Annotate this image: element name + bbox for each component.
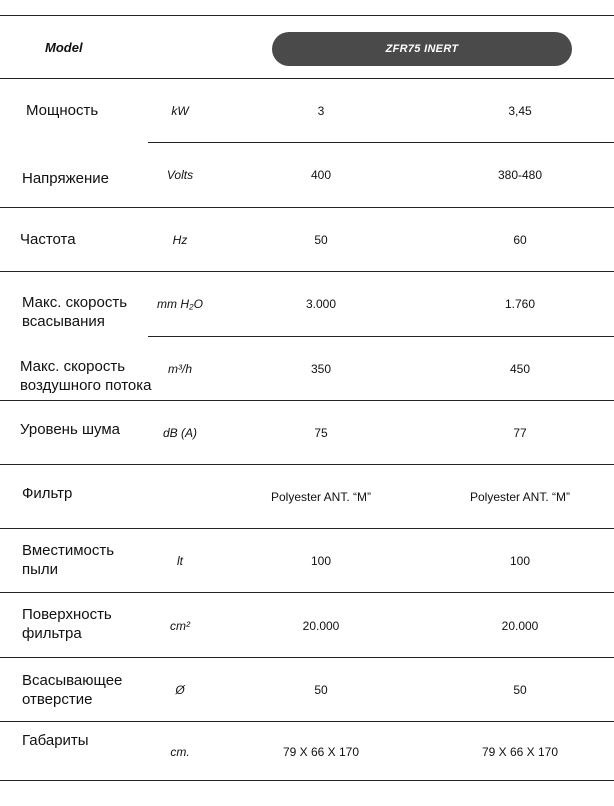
rule: [0, 528, 614, 529]
row-value-1-frequency: 50: [314, 233, 328, 247]
row-label-filter: Фильтр: [22, 485, 73, 502]
row-label-noise: Уровень шума: [20, 421, 120, 438]
rule: [148, 336, 614, 337]
rule: [0, 271, 614, 272]
row-label-dimensions: Габариты: [22, 732, 89, 749]
row-unit-voltage: Volts: [166, 168, 194, 182]
row-value-2-dimensions: 79 X 66 X 170: [481, 745, 559, 759]
row-value-2-dust-capacity: 100: [509, 554, 531, 568]
row-unit-filter-surface: cm²: [170, 619, 190, 633]
row-value-2-noise: 77: [513, 426, 527, 440]
rule: [148, 142, 614, 143]
rule: [0, 721, 614, 722]
row-value-1-voltage: 400: [310, 168, 332, 182]
row-unit-noise: dB (A): [162, 426, 197, 440]
rule: [0, 592, 614, 593]
row-value-2-max-suction: 1.760: [504, 297, 536, 311]
model-label: Model: [45, 40, 83, 55]
row-label-suction-inlet: Всасывающее отверстие: [22, 672, 123, 708]
row-value-1-power: 3: [317, 104, 325, 118]
rule: [0, 400, 614, 401]
rule-top: [0, 15, 614, 16]
row-unit-max-suction: mm H₂O: [157, 297, 203, 311]
rule-bottom: [0, 780, 614, 781]
row-value-1-suction-inlet: 50: [314, 683, 328, 697]
row-label-frequency: Частота: [20, 231, 76, 248]
row-value-1-dust-capacity: 100: [310, 554, 332, 568]
row-value-2-suction-inlet: 50: [513, 683, 527, 697]
row-label-voltage: Напряжение: [22, 170, 109, 187]
row-label-filter-surface: Поверхность фильтра: [22, 606, 112, 642]
rule: [0, 207, 614, 208]
row-value-2-filter: Polyester ANT. “M”: [469, 490, 571, 504]
row-label-max-suction: Макс. скорость всасывания: [22, 294, 128, 330]
rule: [0, 657, 614, 658]
row-label-power: Мощность: [26, 102, 99, 119]
row-unit-dimensions: cm.: [170, 745, 190, 759]
row-value-2-voltage: 380-480: [497, 168, 543, 182]
row-unit-max-airflow: m³/h: [168, 362, 192, 376]
rule-header: [0, 78, 614, 79]
row-value-2-power: 3,45: [508, 104, 532, 118]
row-label-max-airflow: Макс. скорость воздушного потока: [20, 358, 152, 394]
row-label-dust-capacity: Вместимость пыли: [22, 542, 115, 578]
rule: [0, 464, 614, 465]
row-value-1-filter-surface: 20.000: [302, 619, 340, 633]
model-name-badge: ZFR75 INERT: [272, 32, 572, 66]
row-unit-frequency: Hz: [172, 233, 188, 247]
row-value-1-max-suction: 3.000: [305, 297, 337, 311]
row-unit-suction-inlet: Ø: [175, 683, 185, 697]
row-unit-power: kW: [171, 104, 189, 118]
row-value-2-filter-surface: 20.000: [501, 619, 539, 633]
row-value-2-max-airflow: 450: [509, 362, 531, 376]
row-value-2-frequency: 60: [513, 233, 527, 247]
row-unit-dust-capacity: lt: [177, 554, 183, 568]
row-value-1-noise: 75: [314, 426, 328, 440]
row-value-1-dimensions: 79 X 66 X 170: [282, 745, 360, 759]
row-value-1-max-airflow: 350: [310, 362, 332, 376]
row-value-1-filter: Polyester ANT. “M”: [270, 490, 372, 504]
